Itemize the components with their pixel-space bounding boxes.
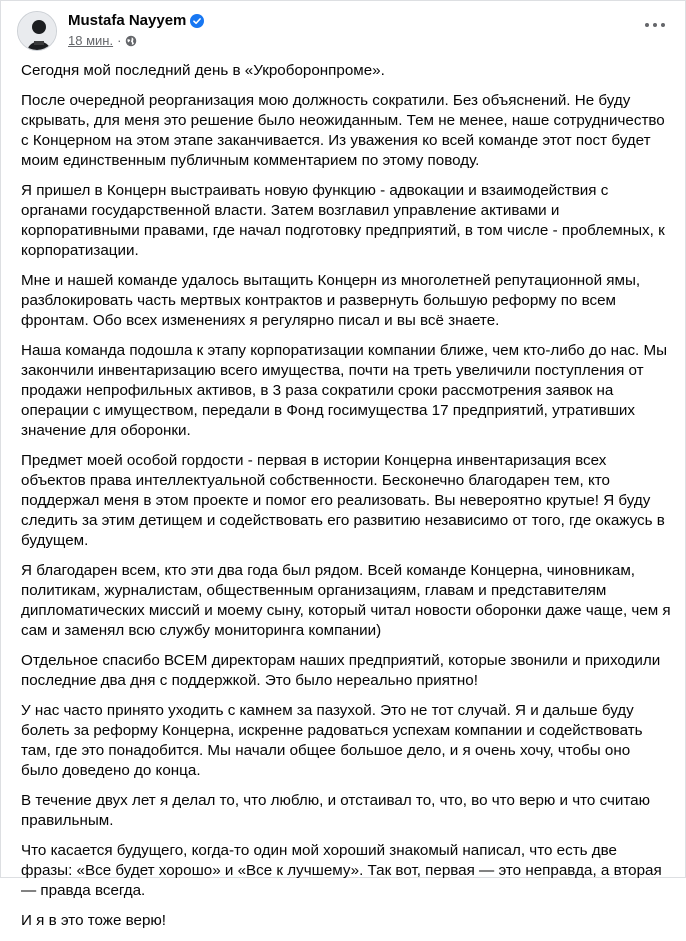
post-subline	[68, 33, 204, 48]
post-paragraph: В течение двух лет я делал то, что люблю, и отстаивал то, что, во что верю и что считаю правильным.	[21, 792, 651, 829]
post-paragraph: Сегодня мой последний день в «Укроборонпроме».	[21, 62, 385, 79]
post-paragraph: Мне и нашей команде удалось вытащить Концерн из многолетней репутационной ямы, разблокировать часть мертвых контрактов и развернуть большую реформу по всем фронтам. Обо всех изменениях я регулярно писал и вы всё знаете.	[21, 272, 641, 329]
post-paragraph: Наша команда подошла к этапу корпоратизации компании ближе, чем кто-либо до нас. Мы закончили инвентаризацию всего имущества, почти на треть увеличили поступления от продажи непрофильных активов, в 3 раза сократили сроки рассмотрения заявок на операции с имуществом, передали в Фонд госимущества 17 предприятий, утративших значение для оборонки.	[21, 342, 668, 439]
more-dot	[653, 23, 657, 27]
post-paragraph: Предмет моей особой гордости - первая в истории Концерна инвентаризация всех объектов права интеллектуальной собственности. Бесконечно благодарен тем, кто поддержал меня в этом проекте и помог его реализовать. Вы невероятно крутые! Я буду следить за этим детищем и содействовать его развитию независимо от того, где окажусь в будущем.	[21, 452, 665, 549]
post-body	[21, 61, 671, 941]
more-dot	[645, 23, 649, 27]
globe-icon[interactable]	[125, 35, 137, 47]
post-paragraph: И я в это тоже верю!	[21, 912, 167, 929]
author-row	[68, 12, 204, 29]
post-paragraph: Я пришел в Концерн выстраивать новую функцию - адвокации и взаимодействия с органами государственной власти. Затем возглавил управление активами и корпоративными правами, где начал подготовку предприятий, в том числе - проблемных, к корпоратизации.	[21, 182, 665, 259]
post-header	[17, 11, 204, 51]
author-name[interactable]: Mustafa Nayyem	[68, 12, 187, 29]
post-paragraph: У нас часто принято уходить с камнем за пазухой. Это не тот случай. Я и дальше буду болеть за реформу Концерна, искренне радоваться успехам компании и содействовать там, где это понадобится. Мы начали общее большое дело, и я очень хочу, чтобы оно было доведено до конца.	[21, 702, 643, 779]
more-options-icon[interactable]	[641, 15, 669, 35]
post-paragraph: Отдельное спасибо ВСЕМ директорам наших предприятий, которые звонили и приходили последние два дня с поддержкой. Это было нереально приятно!	[21, 652, 661, 689]
separator-dot: ·	[117, 33, 122, 48]
more-dot	[661, 23, 665, 27]
post-meta	[68, 12, 204, 48]
avatar-silhouette-icon	[18, 12, 57, 51]
post-timestamp[interactable]: 18 мин.	[68, 33, 114, 48]
post-paragraph: Что касается будущего, когда-то один мой хороший знакомый написал, что есть две фразы: «Все будет хорошо» и «Все к лучшему». Так вот, первая — это неправда, а вторая — правда всегда.	[21, 842, 662, 899]
author-avatar[interactable]	[17, 11, 57, 51]
verified-badge-icon	[190, 14, 204, 28]
post-paragraph: Я благодарен всем, кто эти два года был рядом. Всей команде Концерна, чиновникам, политикам, журналистам, общественным организациям, главам и представителям дипломатических миссий и моему сыну, который читал новости оборонки даже чаще, чем я сам и заменял всю службу мониторинга компании)	[21, 562, 671, 639]
post-paragraph: После очередной реорганизация мою должность сократили. Без объяснений. Не буду скрывать, для меня это решение было неожиданным. Тем не менее, наше сотрудничество с Концерном на этом этапе заканчивается. Из уважения ко всей команде этот пост будет моим единственным публичным комментарием по этому поводу.	[21, 92, 665, 169]
